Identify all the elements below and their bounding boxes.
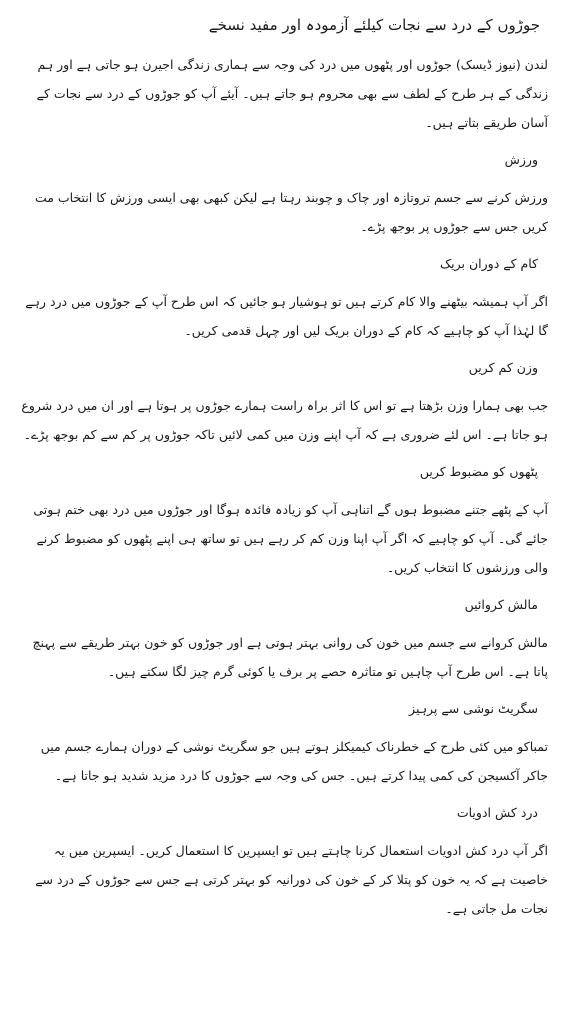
spacer <box>14 137 548 149</box>
section-body-work-break: اگر آپ ہمیشہ بیٹھنے والا کام کرتے ہیں تو ہوشیار ہو جائیں کہ اس طرح آپ کے جوڑوں میں درد رہے گا لہٰذا آپ کو چاہیے کہ کام کے دوران بریک لیں اور چہل قدمی کریں۔ <box>25 294 548 338</box>
spacer <box>14 790 548 802</box>
section-body-strengthen-muscles: آپ کے پٹھے جتنے مضبوط ہوں گے اتناہی آپ کو زیادہ فائدہ ہوگا اور جوڑوں میں درد بھی ختم ہوتی جائے گی۔ آپ کو چاہیے کہ اگر آپ اپنا وزن کم کر رہے ہیں تو ساتھ ہی اپنے پٹھوں کو مضبوط کرنے والی ورزشوں کا انتخاب کریں۔ <box>33 502 548 575</box>
section-heading-massage: مالش کروائیں <box>464 597 538 612</box>
intro-paragraph: لندن (نیوز ڈیسک) جوڑوں اور پٹھوں میں درد کی وجہ سے ہماری زندگی اجیرن ہو جاتی ہے اور ہم زندگی کے ہر طرح کے لطف سے بھی محروم ہو جاتے ہیں۔ آیئے آپ کو جوڑوں کے درد سے نجات کے آسان طریقے بتاتے ہیں۔ <box>36 57 548 130</box>
section-body-painkillers: اگر آپ درد کش ادویات استعمال کرنا چاہتے ہیں تو ایسپرین کا استعمال کریں۔ ایسپرین میں یہ خاصیت ہے کہ یہ خون کو پتلا کر کے خون کی دورانیہ کو بہتر کرتی ہے جس سے جوڑوں کے درد سے نجات مل جاتی ہے۔ <box>35 843 548 916</box>
section-heading-no-smoking: سگریٹ نوشی سے پرہیز <box>409 701 538 716</box>
spacer <box>14 720 548 732</box>
section-body-massage: مالش کروانے سے جسم میں خون کی روانی بہتر ہوتی ہے اور جوڑوں کو خون بہتر طریقے سے پہنچ پاتا ہے۔ اس طرح آپ چاہیں تو متاثرہ حصے پر برف یا کوئی گرم چیز لگا سکتے ہیں۔ <box>32 635 548 679</box>
section-heading-strengthen-muscles: پٹھوں کو مضبوط کریں <box>419 464 538 479</box>
spacer <box>14 582 548 594</box>
section-body-lose-weight: جب بھی ہمارا وزن بڑھتا ہے تو اس کا اثر براہ راست ہمارے جوڑوں پر ہوتا ہے اور ان میں درد شروع ہو جاتا ہے۔ اس لئے ضروری ہے کہ آپ اپنے وزن میں کمی لائیں تاکہ جوڑوں پر کم سے کم بوجھ پڑے۔ <box>21 398 548 442</box>
section-body-no-smoking: تمباکو میں کئی طرح کے خطرناک کیمیکلز ہوتے ہیں جو سگریٹ نوشی کے دوران ہمارے جسم میں جاکر آکسیجن کی کمی پیدا کرتے ہیں۔ جس کی وجہ سے جوڑوں کا درد مزید شدید ہو جاتا ہے۔ <box>40 739 548 783</box>
spacer <box>14 686 548 698</box>
section-heading-lose-weight: وزن کم کریں <box>468 360 538 375</box>
spacer <box>14 171 548 183</box>
section-heading-painkillers: درد کش ادویات <box>456 805 538 820</box>
spacer <box>14 449 548 461</box>
spacer <box>14 241 548 253</box>
spacer <box>14 824 548 836</box>
section-heading-exercise: ورزش <box>504 152 538 167</box>
section-heading-work-break: کام کے دوران بریک <box>439 256 538 271</box>
section-body-exercise: ورزش کرنے سے جسم تروتازہ اور چاک و چوبند رہتا ہے لیکن کبھی بھی ایسی ورزش کا انتخاب مت کریں جس سے جوڑوں پر بوجھ پڑے۔ <box>34 190 548 234</box>
spacer <box>14 379 548 391</box>
spacer <box>14 483 548 495</box>
spacer <box>14 275 548 287</box>
spacer <box>14 345 548 357</box>
spacer <box>14 616 548 628</box>
article-title: جوڑوں کے درد سے نجات کیلئے آزمودہ اور مفید نسخے <box>208 16 540 34</box>
